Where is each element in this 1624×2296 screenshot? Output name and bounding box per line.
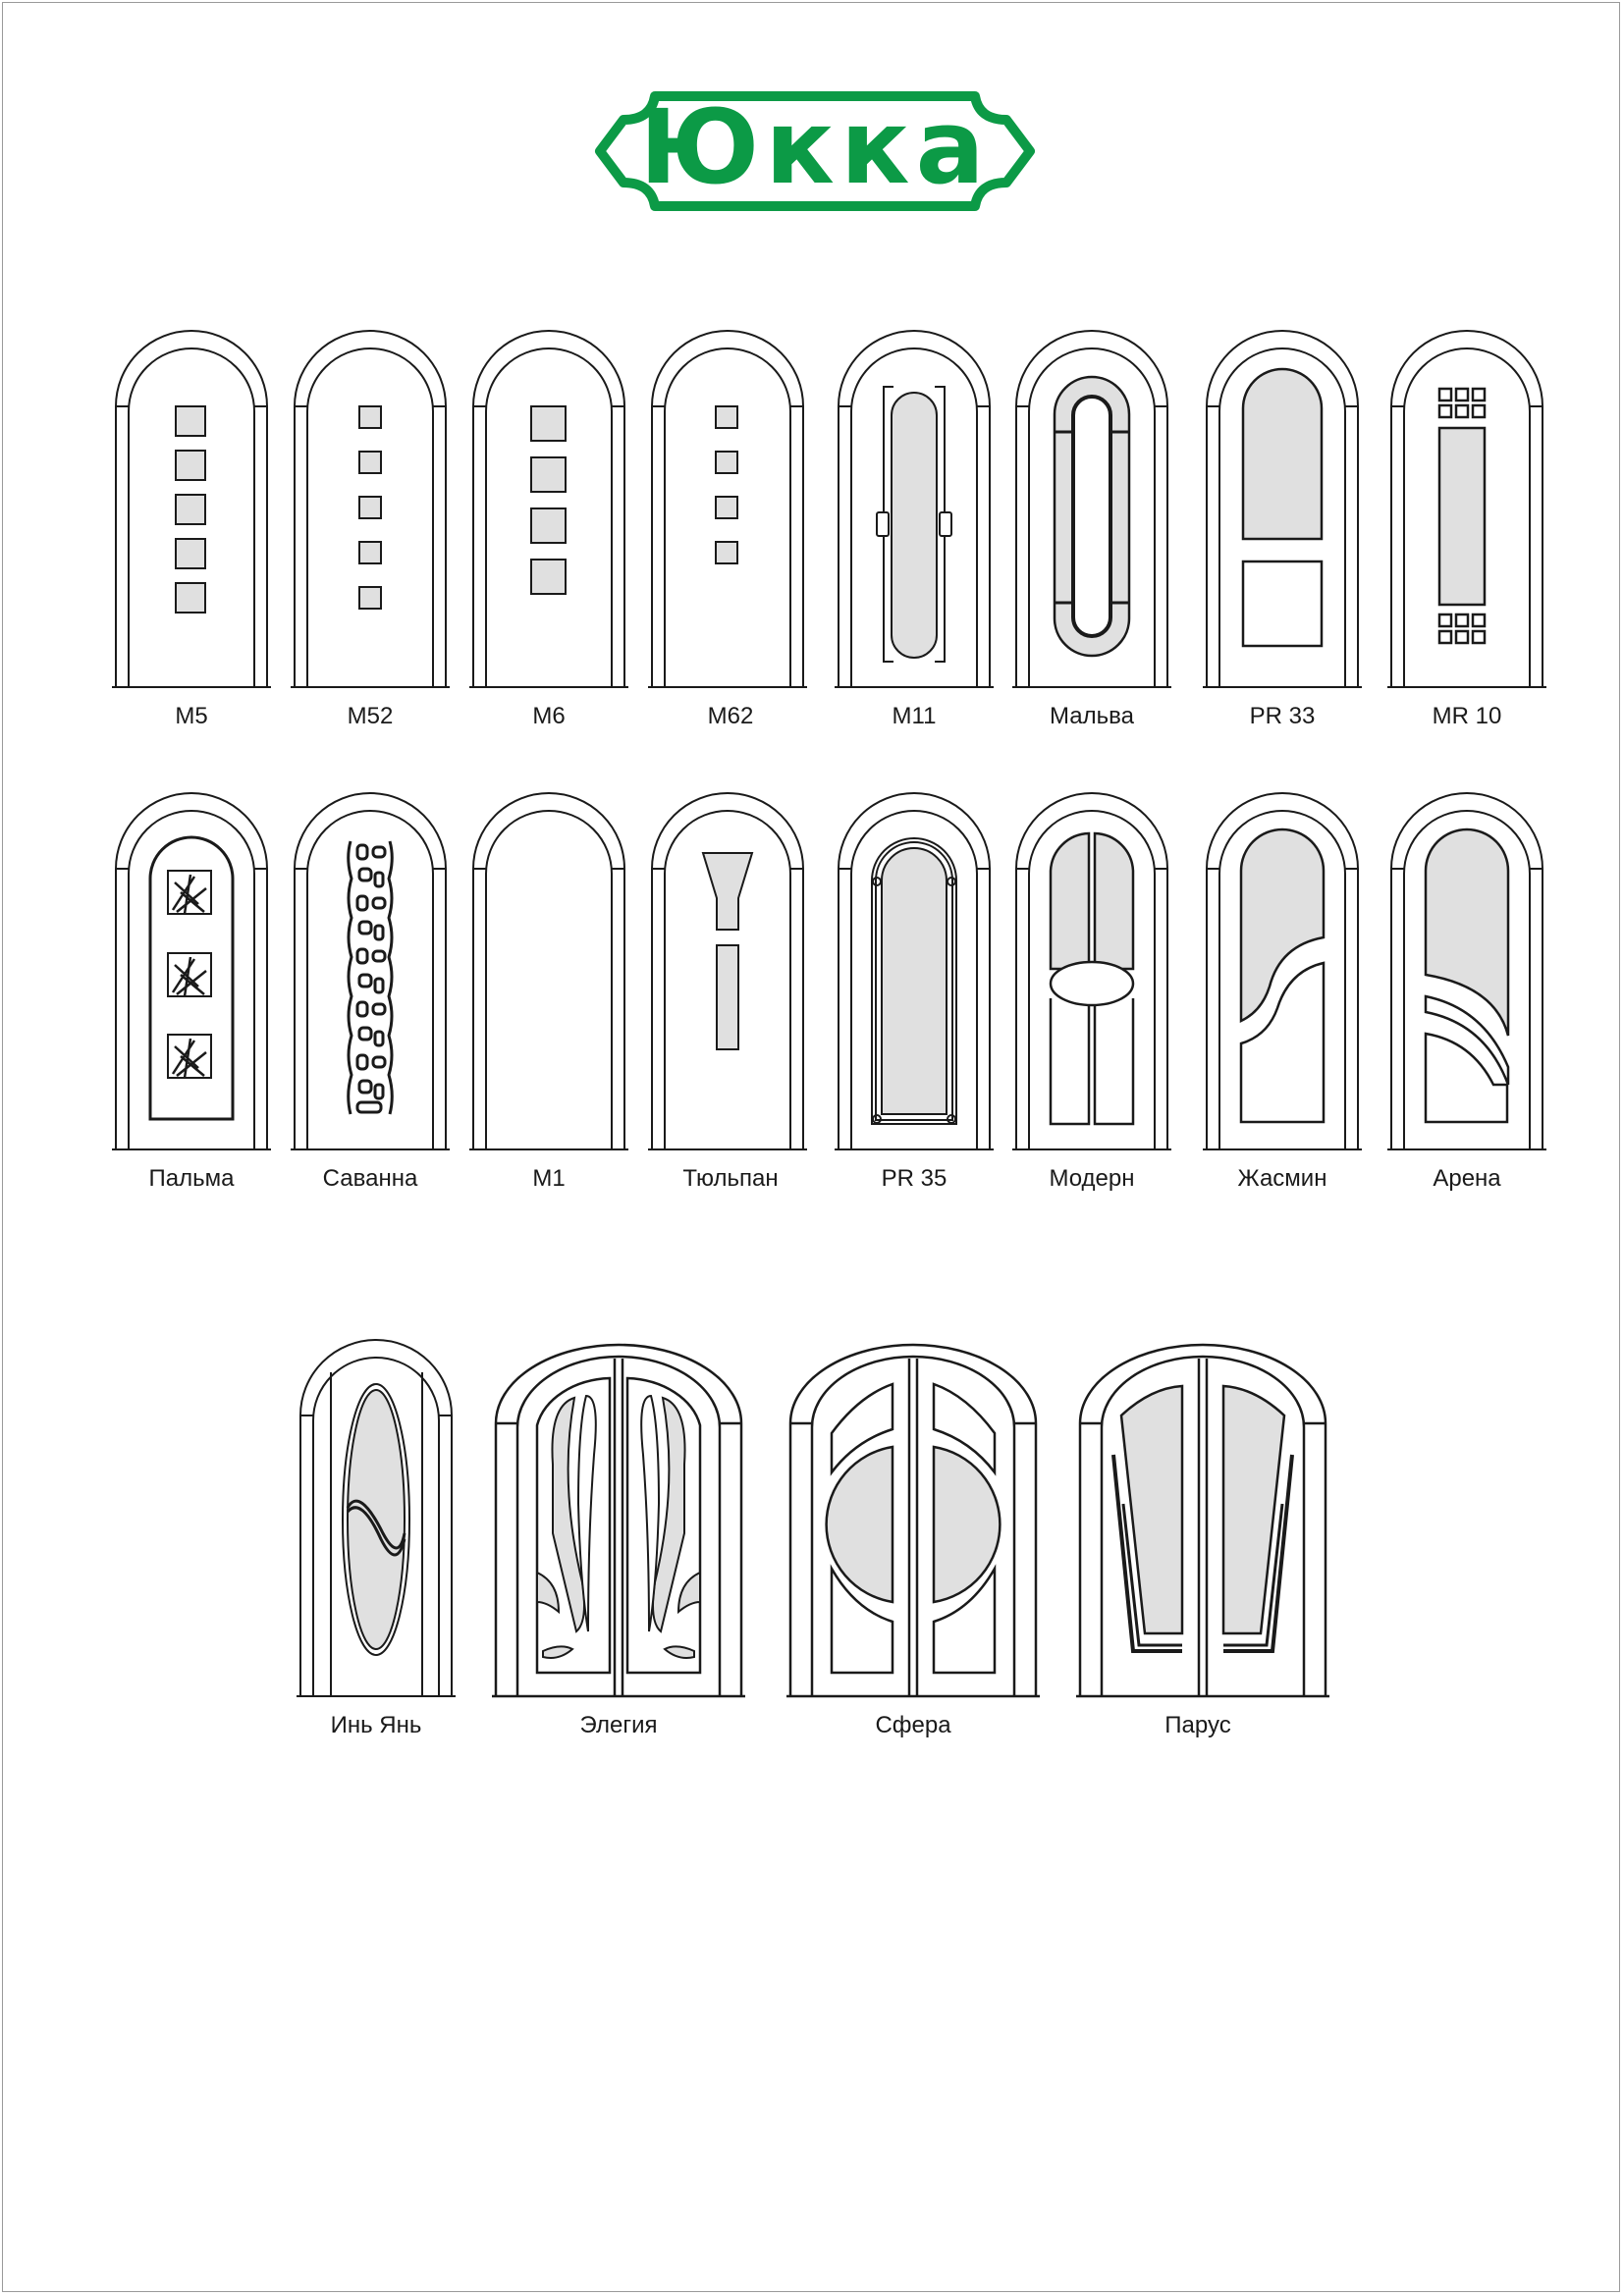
door-label: Инь Янь xyxy=(330,1712,422,1738)
door-elegiya[interactable] xyxy=(496,1337,741,1700)
door-label: PR 35 xyxy=(881,1165,947,1192)
door-label: Сфера xyxy=(875,1712,951,1738)
door-label: MR 10 xyxy=(1432,703,1502,729)
door-label: M6 xyxy=(532,703,566,729)
logo-wordmark: Юкка xyxy=(639,87,991,207)
door-label: Мальва xyxy=(1050,703,1134,729)
door-pr33[interactable] xyxy=(1207,328,1358,691)
yukka-logo xyxy=(594,87,1036,212)
door-label: Модерн xyxy=(1049,1165,1135,1192)
door-label: M5 xyxy=(175,703,208,729)
door-label: M1 xyxy=(532,1165,566,1192)
door-m62[interactable] xyxy=(652,328,803,691)
door-label: Тюльпан xyxy=(682,1165,779,1192)
door-modern[interactable] xyxy=(1016,790,1167,1153)
door-savanna[interactable] xyxy=(295,790,446,1153)
door-label: M11 xyxy=(892,703,937,729)
door-label: Саванна xyxy=(322,1165,418,1192)
door-arena[interactable] xyxy=(1391,790,1543,1153)
door-yinyang[interactable] xyxy=(300,1337,452,1700)
door-m5[interactable] xyxy=(116,328,267,691)
door-label: Парус xyxy=(1164,1712,1231,1738)
door-m52[interactable] xyxy=(295,328,446,691)
door-sfera[interactable] xyxy=(790,1337,1036,1700)
door-m1[interactable] xyxy=(473,790,624,1153)
door-label: Пальма xyxy=(148,1165,235,1192)
door-label: Элегия xyxy=(579,1712,658,1738)
door-tyulpan[interactable] xyxy=(652,790,803,1153)
door-label: M62 xyxy=(707,703,754,729)
door-malva[interactable] xyxy=(1016,328,1167,691)
door-mr10[interactable] xyxy=(1391,328,1543,691)
door-palma[interactable] xyxy=(116,790,267,1153)
door-m6[interactable] xyxy=(473,328,624,691)
door-pr35[interactable] xyxy=(839,790,990,1153)
door-zhasmin[interactable] xyxy=(1207,790,1358,1153)
door-label: M52 xyxy=(347,703,394,729)
door-label: Жасмин xyxy=(1237,1165,1327,1192)
door-m11[interactable] xyxy=(839,328,990,691)
door-parus[interactable] xyxy=(1080,1337,1326,1700)
door-label: Арена xyxy=(1433,1165,1501,1192)
door-label: PR 33 xyxy=(1249,703,1316,729)
